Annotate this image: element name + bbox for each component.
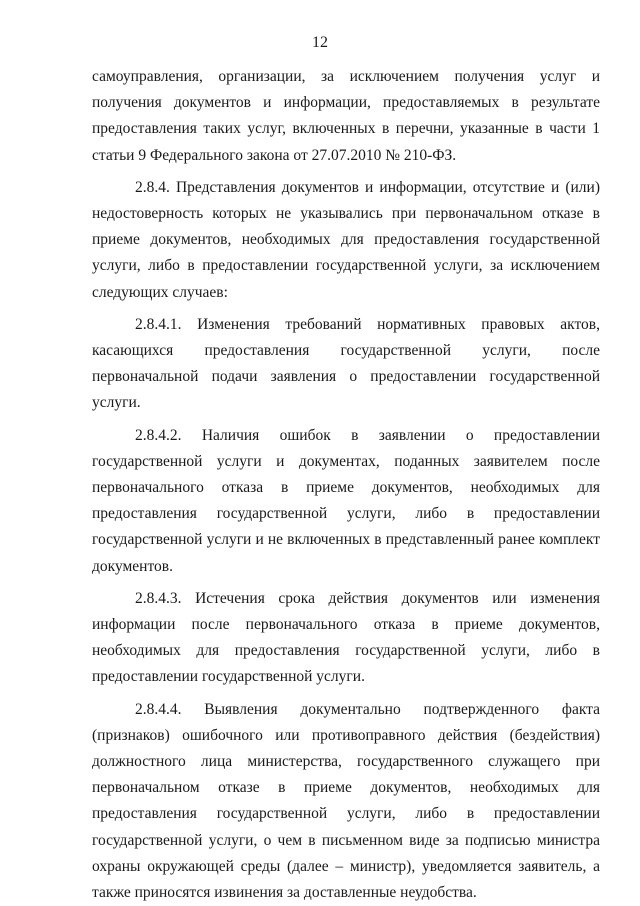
- paragraph-2-8-4-4: 2.8.4.4. Выявления документально подтвержденного факта (признаков) ошибочного или противоправного действия (бездействия) должностного лица министерства, государственного служащего при первоначальном отказе в приеме документов, необходимых для предоставления государственной услуги, либо в предоставлении государственной услуги, о чем в письменном виде за подписью министра охраны окружающей среды (далее – министр), уведомляется заявитель, а также приносятся извинения за доставленные неудобства.: [92, 700, 600, 902]
- document-body: [92, 64, 600, 906]
- paragraph-2-8-4-2: 2.8.4.2. Наличия ошибок в заявлении о предоставлении государственной услуги и документах, поданных заявителем после первоначального отказа в приеме документов, необходимых для предоставления государственной услуги, либо в предоставлении государственной услуги и не включенных в представленный ранее комплект документов.: [92, 426, 600, 575]
- page-number: 12: [312, 34, 328, 51]
- paragraph-2-8-4-3: 2.8.4.3. Истечения срока действия документов или изменения информации после первоначального отказа в приеме документов, необходимых для предоставления государственной услуги, либо в предоставлении государственной услуги.: [92, 589, 600, 686]
- paragraph-2-8-4-1: 2.8.4.1. Изменения требований нормативных правовых актов, касающихся предоставления государственной услуги, после первоначальной подачи заявления о предоставлении государственной услуги.: [92, 315, 600, 412]
- paragraph-continuation: самоуправления, организации, за исключением получения услуг и получения документов и информации, предоставляемых в результате предоставления таких услуг, включенных в перечни, указанные в части 1 статьи 9 Федерального закона от 27.07.2010 № 210-ФЗ.: [92, 68, 600, 164]
- paragraph-2-8-4: 2.8.4. Представления документов и информации, отсутствие и (или) недостоверность которых не указывались при первоначальном отказе в приеме документов, необходимых для предоставления государственной услуги, либо в предоставлении государственной услуги, за исключением следующих случаев:: [92, 178, 600, 301]
